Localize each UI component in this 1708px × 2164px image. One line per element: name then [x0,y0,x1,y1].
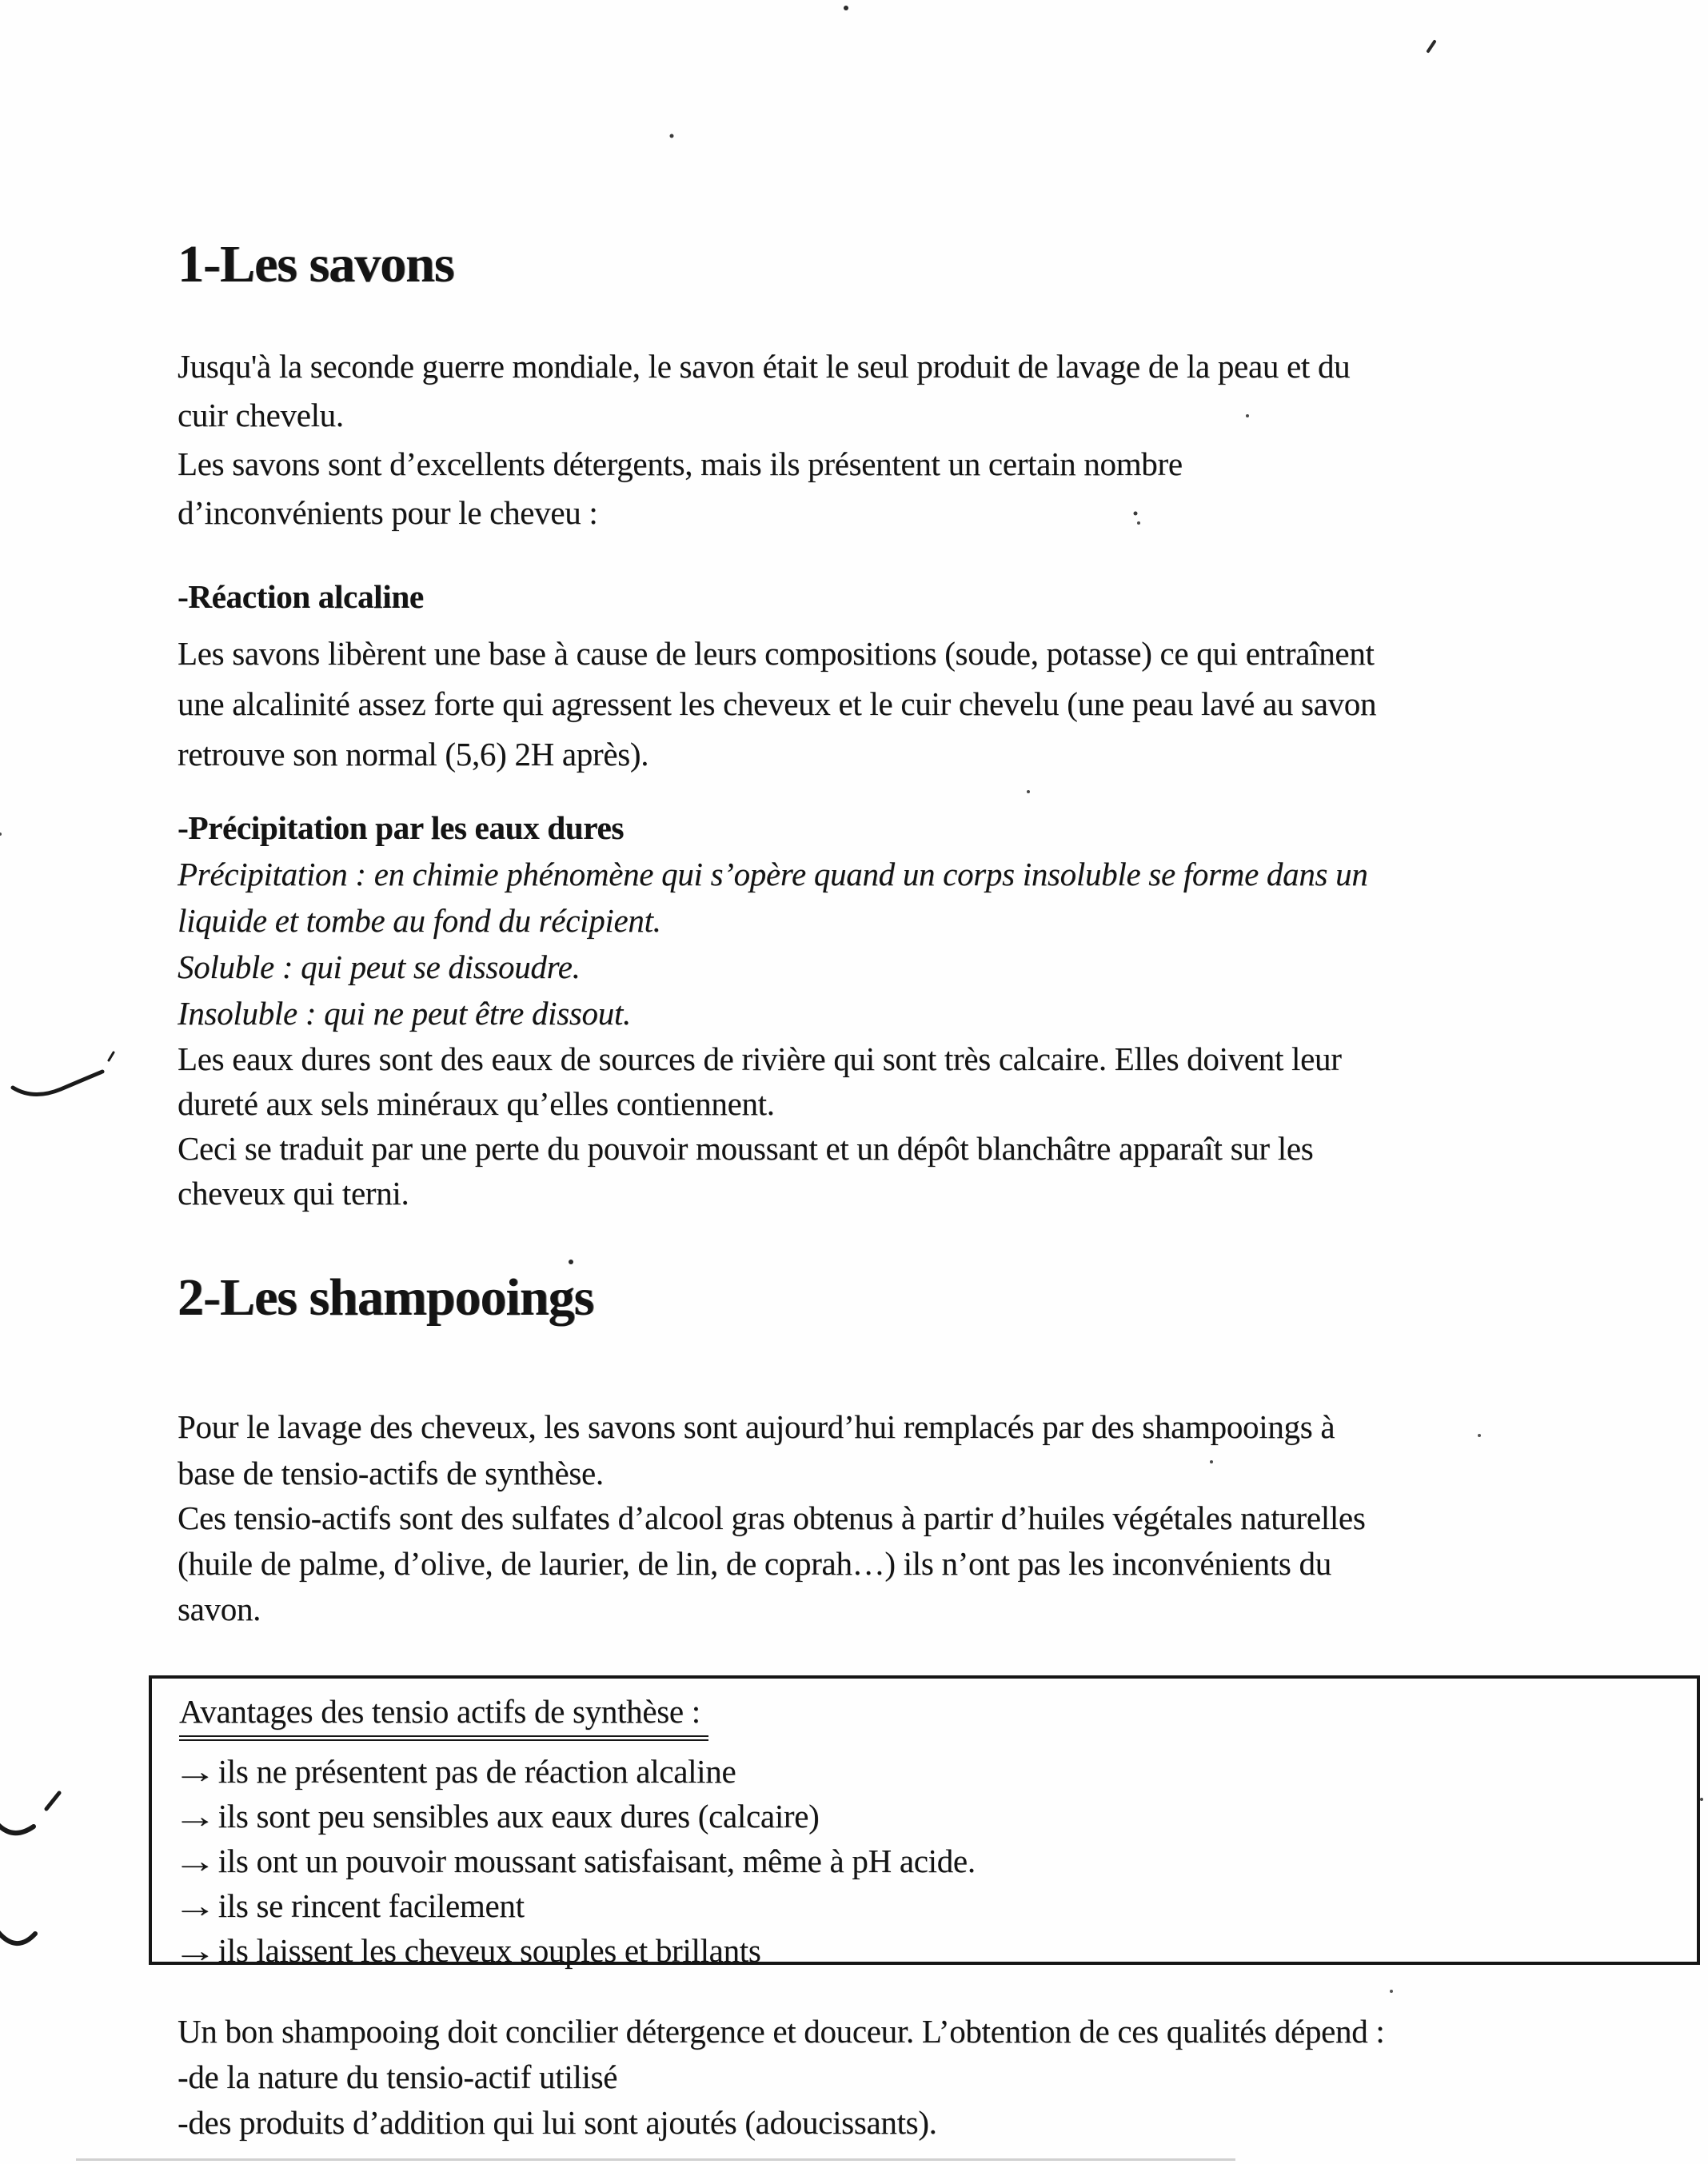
margin-mark [0,1823,34,1833]
speck [1478,1434,1481,1437]
heading-les-shampooings: 2-Les shampooings [178,1268,594,1327]
advantage-item [173,1928,1681,1973]
paragraph-line: Les savons libèrent une base à cause de leurs compositions (soude, potasse) ce qui entraînent [178,635,1375,672]
speck [1428,42,1435,51]
shampooings-intro-paragraph [178,1403,1335,1496]
advantage-text: ils laissent les cheveux souples et brillants [217,1932,761,1969]
speck [1700,1798,1703,1801]
arrow-bullet-icon: → [173,1843,217,1879]
arrow-bullet-icon: → [173,1798,217,1835]
advantage-text: ils ont un pouvoir moussant satisfaisant, même à pH acide. [217,1843,976,1879]
advantage-item [173,1749,1681,1794]
paragraph-line: (huile de palme, d’olive, de laurier, de lin, de coprah…) ils n’ont pas les inconvénients du [178,1545,1331,1582]
paragraph-line: -de la nature du tensio-actif utilisé [178,2058,618,2095]
subhead-precipitation-eaux-dures: -Précipitation par les eaux dures [178,809,624,846]
paragraph-line: Ceci se traduit par une perte du pouvoir moussant et un dépôt blanchâtre apparaît sur les [178,1130,1314,1167]
paragraph-line: Pour le lavage des cheveux, les savons sont aujourd’hui remplacés par des shampooings à [178,1408,1335,1445]
speck [569,1260,573,1264]
alkaline-paragraph [178,629,1376,780]
speck [1390,1990,1393,1993]
arrow-bullet-icon: → [173,1887,217,1924]
advantage-item [173,1883,1681,1928]
definition-line: Soluble : qui peut se dissoudre. [178,948,581,985]
definitions-paragraph [178,851,1368,1036]
paragraph-line: cheveux qui terni. [178,1175,409,1212]
definition-line: liquide et tombe au fond du récipient. [178,902,661,939]
paragraph-line: savon. [178,1591,261,1627]
intro-paragraph [178,342,1350,537]
advantage-text: ils ne présentent pas de réaction alcaline [217,1753,736,1790]
margin-mark [13,1072,102,1095]
definition-line: Précipitation : en chimie phénomène qui s’opère quand un corps insoluble se forme dans un [178,856,1368,892]
advantage-item [173,1839,1681,1883]
paragraph-line: une alcalinité assez forte qui agressent les cheveux et le cuir chevelu (une peau lavé au savon [178,685,1377,722]
paragraph-line: dureté aux sels minéraux qu’elles contiennent. [178,1085,775,1122]
paragraph-line: Les eaux dures sont des eaux de sources de rivière qui sont très calcaire. Elles doivent leur [178,1040,1342,1077]
eaux-dures-paragraph [178,1036,1342,1216]
speck [670,134,674,138]
tensio-actifs-paragraph [178,1495,1365,1632]
speck [0,832,2,836]
margin-mark [109,1052,114,1060]
paragraph-line: -des produits d’addition qui lui sont ajoutés (adoucissants). [178,2104,937,2141]
scan-edge-line [76,2158,1235,2161]
advantage-text: ils sont peu sensibles aux eaux dures (calcaire) [217,1798,820,1835]
paragraph-line: retrouve son normal (5,6) 2H après). [178,736,649,773]
paragraph-line: d’inconvénients pour le cheveu : [178,494,598,531]
speck [1027,790,1030,793]
paragraph-line: Jusqu'à la seconde guerre mondiale, le savon était le seul produit de lavage de la peau et du [178,348,1351,385]
margin-mark [46,1793,59,1809]
paragraph-line: Ces tensio-actifs sont des sulfates d’alcool gras obtenus à partir d’huiles végétales naturelles [178,1499,1366,1536]
paragraph-line: Les savons sont d’excellents détergents, mais ils présentent un certain nombre [178,445,1183,482]
advantages-list [173,1749,1681,1973]
definition-line: Insoluble : qui ne peut être dissout. [178,995,631,1032]
quality-paragraph [178,2009,1384,2146]
advantages-box [149,1675,1700,1969]
subhead-reaction-alcaline: -Réaction alcaline [178,578,424,615]
speck [844,6,848,10]
paragraph-line: cuir chevelu. [178,397,344,433]
advantage-text: ils se rincent facilement [217,1887,525,1924]
advantages-box-title: Avantages des tensio actifs de synthèse : [179,1688,708,1741]
advantage-item [173,1794,1681,1839]
arrow-bullet-icon: → [173,1753,217,1790]
paragraph-line: base de tensio-actifs de synthèse. [178,1455,604,1491]
arrow-bullet-icon: → [173,1932,217,1969]
paragraph-line: Un bon shampooing doit concilier détergence et douceur. L’obtention de ces qualités dépend : [178,2013,1385,2050]
margin-mark [0,1930,35,1943]
heading-les-savons: 1-Les savons [178,235,454,293]
